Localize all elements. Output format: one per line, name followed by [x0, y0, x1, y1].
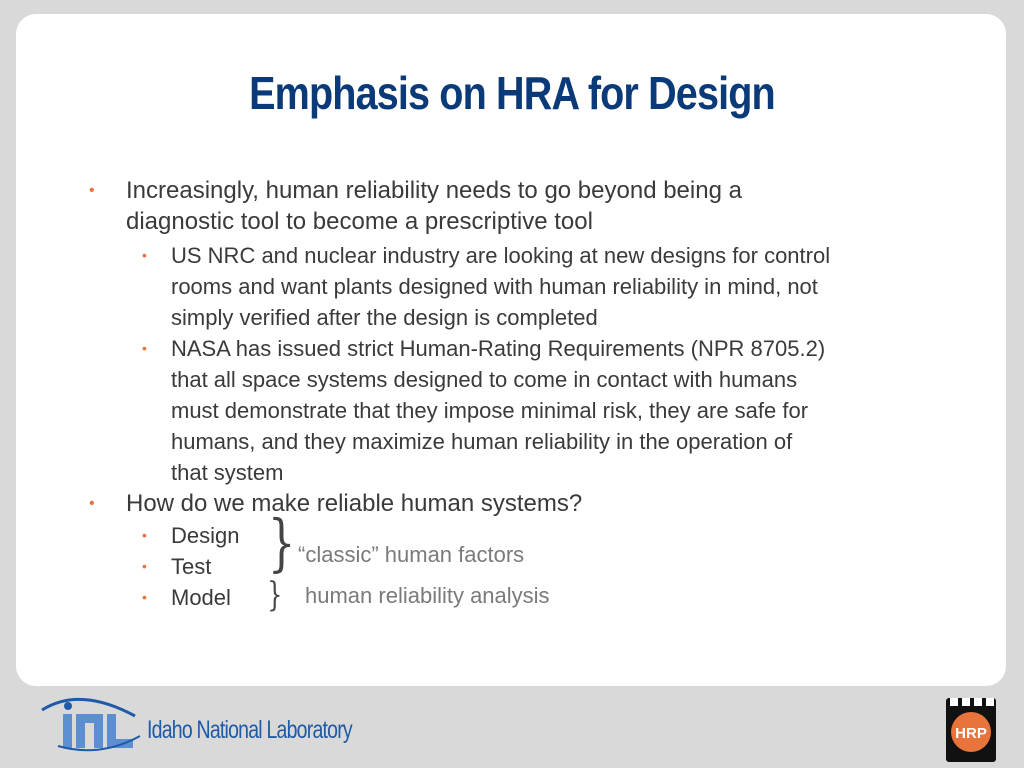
sub-bullet-1-2-line-4: humans, and they maximize human reliability in the operation of	[171, 429, 793, 454]
sub-bullet-marker: •	[142, 589, 147, 605]
bullet-1-line-1: Increasingly, human reliability needs to go beyond being a	[126, 177, 742, 204]
sub-bullet-marker: •	[142, 247, 147, 263]
sub-bullet-1-1	[142, 240, 961, 333]
sub-bullet-marker: •	[142, 340, 147, 356]
bullet-marker: •	[89, 495, 95, 512]
bullet-1	[89, 175, 886, 237]
annotation-classic: “classic” human factors	[298, 542, 525, 567]
hrp-logo-icon	[946, 698, 996, 762]
bullet-1-line-2: diagnostic tool to become a prescriptive tool	[126, 208, 593, 235]
annotation-hra: human reliability analysis	[305, 583, 550, 608]
slide-title: Emphasis on HRA for Design	[249, 67, 775, 119]
sub-bullet-1-2-line-3: must demonstrate that they impose minimal risk, they are safe for	[171, 398, 809, 423]
bullet-2	[89, 488, 886, 519]
sub-bullet-model-text: Model	[171, 585, 231, 610]
sub-bullet-1-2-line-1: NASA has issued strict Human-Rating Requirements (NPR 8705.2)	[171, 336, 826, 361]
sub-bullet-marker: •	[142, 527, 147, 543]
sub-bullet-1-2	[142, 333, 961, 488]
footer	[0, 686, 1024, 768]
hrp-logo-text: HRP	[955, 725, 987, 742]
sub-bullet-design-text: Design	[171, 523, 240, 548]
bullet-marker: •	[89, 182, 95, 199]
sub-bullet-1-2-line-5: that system	[171, 460, 284, 485]
brace-large: }	[267, 506, 296, 579]
sub-bullet-marker: •	[142, 558, 147, 574]
sub-bullet-test-text: Test	[171, 554, 212, 579]
sub-bullet-1-2-line-2: that all space systems designed to come in contact with humans	[171, 367, 798, 392]
sub-bullet-1-1-line-1: US NRC and nuclear industry are looking at new designs for control	[171, 243, 831, 268]
inl-logo-icon	[42, 699, 140, 750]
bullet-2-text: How do we make reliable human systems?	[126, 490, 583, 517]
sub-bullet-1-1-line-2: rooms and want plants designed with human reliability in mind, not	[171, 274, 818, 299]
sub-bullet-1-1-line-3: simply verified after the design is completed	[171, 305, 598, 330]
brace-small: }	[267, 575, 283, 615]
inl-logo-text: Idaho National Laboratory	[147, 716, 352, 744]
